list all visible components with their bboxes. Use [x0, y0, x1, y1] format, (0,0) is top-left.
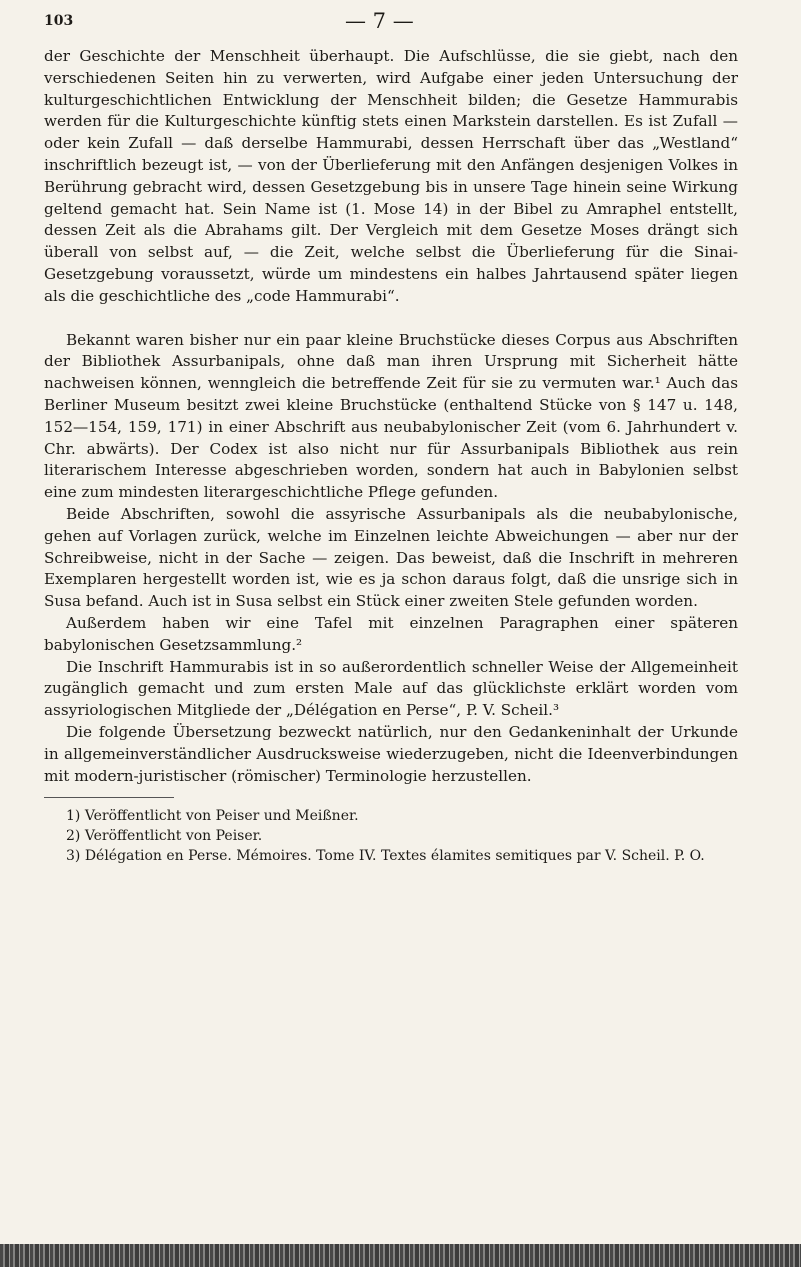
main-text [44, 46, 738, 866]
footnote-1: 1) Veröffentlicht von Peiser und Meißner. [66, 808, 359, 825]
paragraph-6: Die folgende Übersetzung bezweckt natürlich, nur den Gedankeninhalt der Urkunde in allgemeinverständlicher Ausdrucksweise wiederzugeben, nicht die Ideenverbindungen mit modern-juristischer (römischer) Terminologie herzustellen. [44, 722, 738, 785]
paragraph-3: Beide Abschriften, sowohl die assyrische Assurbanipals als die neubabylonische, gehen auf Vorlagen zurück, welche im Einzelnen leichte Abweichungen — aber nur der Schreibweise, nicht in der Sache — zeigen. Das beweist, daß die Inschrift in mehreren Exemplaren hergestellt worden ist, wie es ja schon daraus folgt, daß die unsrige sich in Susa befand. Auch ist in Susa selbst ein Stück einer zweiten Stele gefunden worden. [44, 504, 738, 611]
footnote-3: 3) Délégation en Perse. Mémoires. Tome IV. Textes élamites semitiques par V. Scheil. P. O. [66, 848, 705, 865]
paragraph-4: Außerdem haben wir eine Tafel mit einzelnen Paragraphen einer späteren babylonischen Gesetzsammlung.² [44, 613, 738, 654]
footnote-divider [44, 797, 174, 798]
page-number: 103 [44, 13, 74, 29]
footnotes [44, 806, 738, 866]
footnote-2: 2) Veröffentlicht von Peiser. [66, 828, 263, 845]
paragraph-5: Die Inschrift Hammurabis ist in so außerordentlich schneller Weise der Allgemeinheit zugänglich gemacht und zum ersten Male auf das glücklichste erklärt worden vom assyriologischen Mitgliede der „Délégation en Perse“, P. V. Scheil.³ [44, 657, 738, 720]
page-index: — 7 — [345, 9, 414, 33]
paragraph-1: der Geschichte der Menschheit überhaupt. Die Aufschlüsse, die sie giebt, nach den verschiedenen Seiten hin zu verwerten, wird Aufgabe einer jeden Untersuchung der kulturgeschichtlichen Entwicklung der Menschheit bilden; die Gesetze Hammurabis werden für die Kulturgeschichte künftig stets einen Markstein darstellen. Es ist Zufall — oder kein Zufall — daß derselbe Hammurabi, dessen Herrschaft über das „Westland“ inschriftlich bezeugt ist, — von der Überlieferung mit den Anfängen desjenigen Volkes in Berührung gebracht wird, dessen Gesetzgebung bis in unsere Tage hinein seine Wirkung geltend gemacht hat. Sein Name ist (1. Mose 14) in der Bibel zu Amraphel entstellt, dessen Zeit als die Abrahams gilt. Der Vergleich mit dem Gesetze Moses drängt sich überall von selbst auf, — die Zeit, welche selbst die Überlieferung für die Sinai-Gesetzgebung voraussetzt, würde um mindestens ein halbes Jahrtausend später liegen als die geschichtliche des „code Hammurabi“. [44, 47, 738, 305]
scan-edge-strip [0, 1244, 801, 1267]
page-header [0, 5, 801, 35]
paragraph-2: Bekannt waren bisher nur ein paar kleine Bruchstücke dieses Corpus aus Abschriften der Bibliothek Assurbanipals, ohne daß man ihren Ursprung mit Sicherheit hätte nachweisen können, wenngleich die betreffende Zeit für sie zu vermuten war.¹ Auch das Berliner Museum besitzt zwei kleine Bruchstücke (enthaltend Stücke von § 147 u. 148, 152—154, 159, 171) in einer Abschrift aus neubabylonischer Zeit (vom 6. Jahrhundert v. Chr. abwärts). Der Codex ist also nicht nur für Assurbanipals Bibliothek aus rein literarischem Interesse abgeschrieben worden, sondern hat auch in Babylonien selbst eine zum mindesten literargeschichtliche Pflege gefunden. [44, 330, 738, 502]
